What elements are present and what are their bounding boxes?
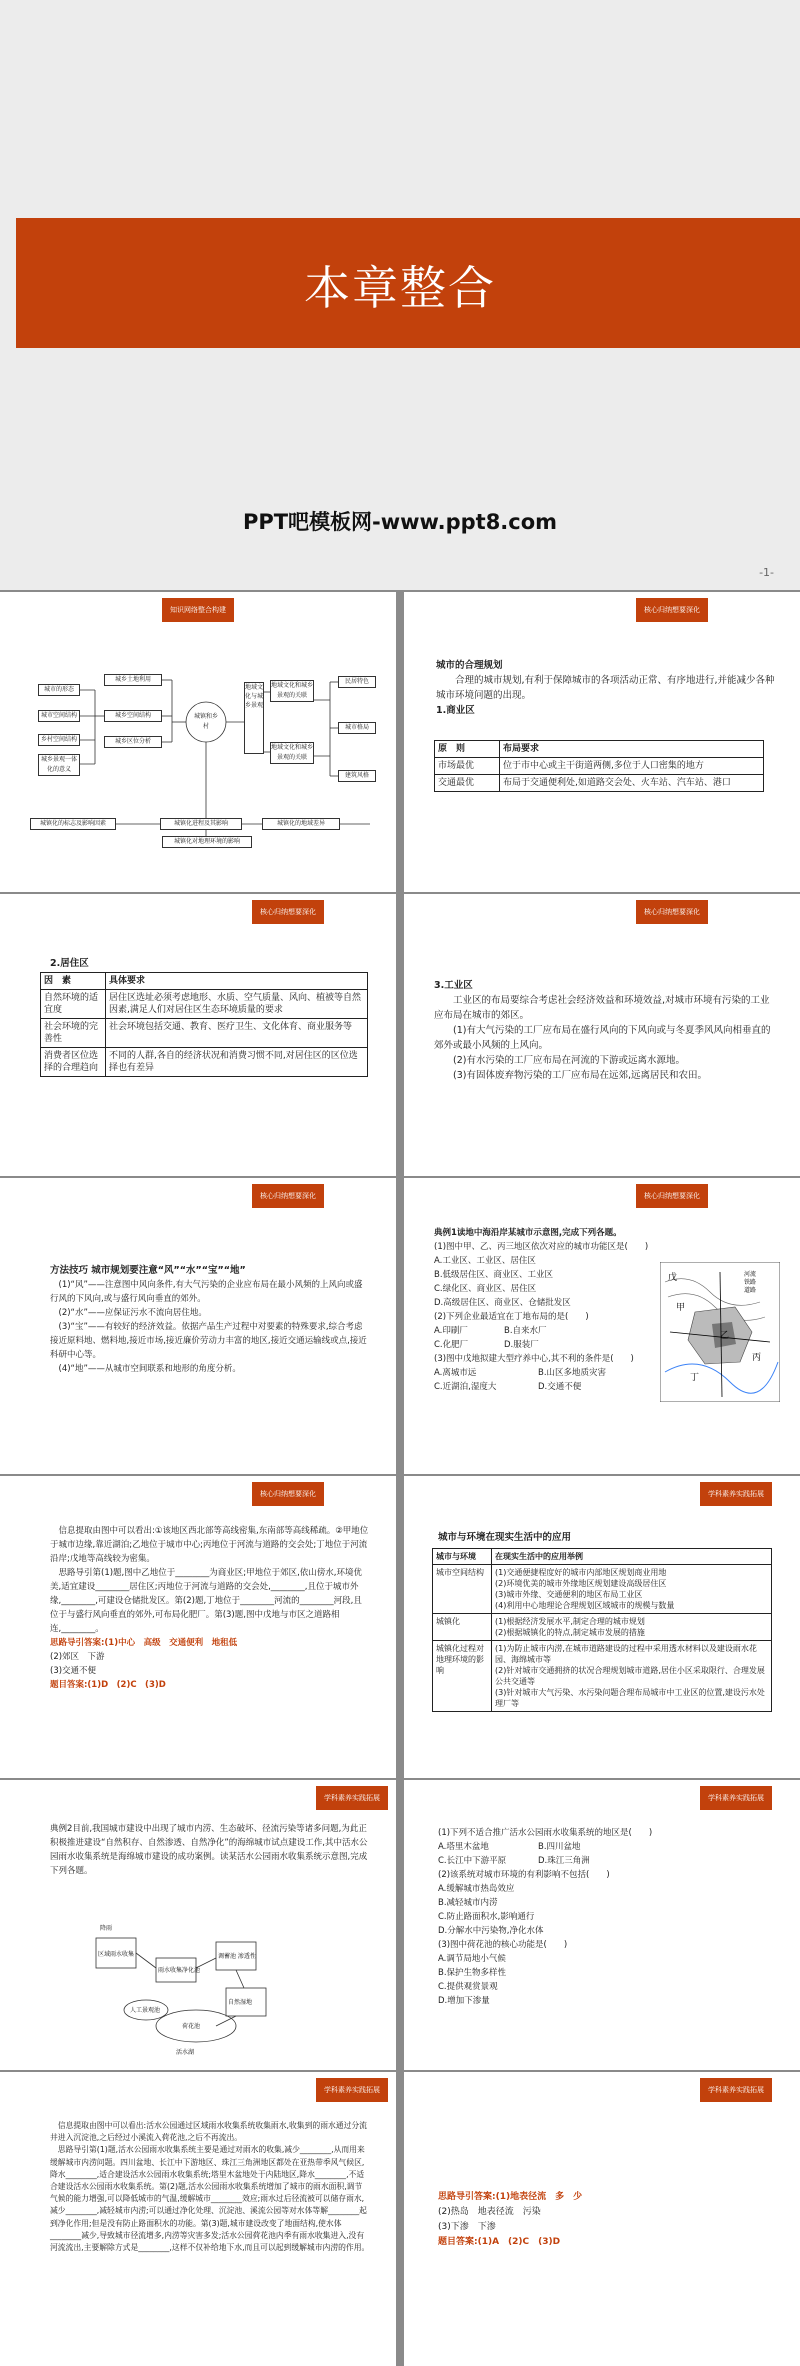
th: 布局要求 bbox=[500, 741, 764, 758]
rain-system-diagram bbox=[86, 1918, 296, 2058]
cell: 位于市中心或主干街道两侧,多位于人口密集的地方 bbox=[500, 758, 764, 775]
paragraph: 工业区的布局要综合考虑社会经济效益和环境效益,对城市环境有污染的工业应布局在城市的郊区。 bbox=[434, 995, 770, 1021]
option: D.增加下渗量 bbox=[438, 1996, 490, 2006]
example1-text bbox=[434, 1226, 654, 1394]
guide-answer: (2)郊区 下游 bbox=[50, 1652, 105, 1662]
cell: (1)交通便捷程度好的城市内部地区规划商业用地 (2)环境优美的城市外缘地区规划建设高级居住区 (3)城市外缘、交通便利的地区布局工业区 (4)利用中心地理论合理规划区域城市的规模与数量 bbox=[492, 1565, 772, 1614]
node-left-4: 城乡景观一体化的意义 bbox=[38, 754, 80, 776]
slide-industrial bbox=[404, 894, 800, 1176]
node-left-2: 城市空间结构 bbox=[38, 710, 80, 722]
cell: 消费者区位选择的合理趋向 bbox=[41, 1048, 106, 1077]
option: C.绿化区、商业区、居住区 bbox=[434, 1284, 537, 1294]
option: C.化肥厂 bbox=[434, 1340, 469, 1350]
tag-knowledge: 知识网络整合构建 bbox=[162, 598, 234, 622]
question: (2)下列企业最适宜在丁地布局的是( ) bbox=[434, 1312, 589, 1322]
cover-site: PPT吧模板网-www.ppt8.com bbox=[242, 510, 558, 534]
section-title: 2.居住区 bbox=[50, 958, 89, 969]
option: B.保护生物多样性 bbox=[438, 1968, 507, 1978]
tag-core: 核心归纳想要深化 bbox=[636, 598, 708, 622]
option: B.四川盆地 bbox=[538, 1842, 581, 1852]
slide-method bbox=[0, 1178, 396, 1474]
cell: 社会环境包括交通、教育、医疗卫生、文化体育、商业服务等 bbox=[106, 1019, 368, 1048]
example2-questions bbox=[438, 1826, 768, 2008]
option: A.离城市远 bbox=[434, 1368, 477, 1378]
node-left-3: 乡村空间结构 bbox=[38, 734, 80, 746]
diagram-label: 人工景观池 bbox=[130, 2007, 161, 2014]
node-bottom-4: 城镇化对地理环境的影响 bbox=[162, 836, 252, 848]
map-label: 乙 bbox=[720, 1331, 730, 1341]
cell: 自然环境的适宜度 bbox=[41, 990, 106, 1019]
slide-commercial bbox=[404, 592, 800, 892]
option: A.塔里木盆地 bbox=[438, 1842, 489, 1852]
option: D.交通不便 bbox=[538, 1382, 582, 1392]
cell: (1)根据经济发展水平,制定合理的城市规划 (2)根据城镇化的特点,制定城市发展的措施 bbox=[492, 1614, 772, 1641]
option: C.长江中下游平原 bbox=[438, 1856, 507, 1866]
diagram-label: 活水湖 bbox=[176, 2049, 195, 2056]
tag-sub: 学科素养实践拓展 bbox=[316, 1786, 388, 1810]
map-label: 丙 bbox=[752, 1353, 762, 1363]
commercial-text bbox=[436, 658, 776, 718]
node-rmid-2: 地域文化和城乡景观的关联 bbox=[270, 680, 314, 702]
guide-answer: (3)下渗 下渗 bbox=[438, 2222, 496, 2232]
tag-sub: 学科素养实践拓展 bbox=[700, 1482, 772, 1506]
cell: 交通最优 bbox=[435, 775, 500, 792]
tag-sub: 学科素养实践拓展 bbox=[700, 2078, 772, 2102]
option: B.低级居住区、商业区、工业区 bbox=[434, 1270, 554, 1280]
option: A.调节局地小气候 bbox=[438, 1954, 506, 1964]
thinking-guide: 思路导引第(1)题,活水公园雨水收集系统主要是通过对雨水的收集,减少________,从而用来缓解城市内涝问题。四川盆地、长江中下游地区、珠江三角洲地区都处在亚热带季风气候区,降水________,适合建设活水公园雨水收集系统;塔里木盆地处于内陆地区,降水________,不适合建设活水公园雨水收集系统。第(2)题,活水公园雨水收集系统增加了城市的雨水面积,调节气候的能力增强,可以降低城市的气温,缓解城市________效应;雨水过后径流被可以储存雨水,减少________,减轻城市内涝;可以通过净化处理、沉淀池、溪流公园等对水体等解________起到净化作用;但是没有防止路面积水的功能。第(3)题,城市建设改变了地面结构,使水体________减少,导致城市径流增多,内涝等灾害多发;活水公园荷花池内季有雨水收集进入,没有河流流出,主要解除方式是________,这样不仅补给地下水,而且可以起到缓解城市内涝的作用。 bbox=[50, 2145, 370, 2253]
diagram-label: 区域雨水收集 bbox=[98, 1951, 135, 1958]
intro: 合理的城市规划,有利于保障城市的各项活动正常、有序地进行,并能减少各种城市环境问题的出现。 bbox=[436, 675, 775, 701]
node-mid-1: 城乡土地利用 bbox=[104, 674, 162, 686]
city-map bbox=[660, 1262, 780, 1402]
option: D.分解水中污染物,净化水体 bbox=[438, 1926, 544, 1936]
tag-core: 核心归纳想要深化 bbox=[252, 1482, 324, 1506]
diagram-label: 自然湿地 bbox=[228, 1999, 253, 2006]
page-number: -1- bbox=[759, 566, 774, 579]
option: A.工业区、工业区、居住区 bbox=[434, 1256, 536, 1266]
city-environment-table bbox=[432, 1548, 772, 1712]
section-title: 1.商业区 bbox=[436, 705, 475, 716]
slide-example2-analysis bbox=[0, 2072, 396, 2366]
slide-residential bbox=[0, 894, 396, 1176]
th: 因 素 bbox=[41, 973, 106, 990]
slide-example2-questions bbox=[404, 1780, 800, 2070]
node-right-3: 建筑风格 bbox=[338, 770, 376, 782]
method-title: 方法技巧 城市规划要注意“风”“水”“宝”“地” bbox=[50, 1265, 246, 1276]
slide-example1-analysis bbox=[0, 1476, 396, 1778]
item: (2)“水”——应保证污水不流向居住地。 bbox=[58, 1308, 207, 1318]
cell: 城镇化 bbox=[433, 1614, 492, 1641]
cover-title: 本章整合 bbox=[304, 261, 496, 315]
cell: 城镇化过程对地理环境的影响 bbox=[433, 1641, 492, 1712]
cell: 城市空间结构 bbox=[433, 1565, 492, 1614]
diagram-label: 调蓄池 渗透性 bbox=[218, 1953, 256, 1960]
diagram-label: 降雨 bbox=[100, 1925, 113, 1932]
option: D.服装厂 bbox=[504, 1340, 539, 1350]
node-bottom-2: 城镇化进程及其影响 bbox=[160, 818, 242, 830]
map-label: 甲 bbox=[676, 1303, 686, 1313]
heading: 城市的合理规划 bbox=[436, 660, 503, 671]
cell: 不同的人群,各自的经济状况和消费习惯不同,对居住区的区位选择也有差异 bbox=[106, 1048, 368, 1077]
question: (1)图中甲、乙、丙三地区依次对应的城市功能区是( ) bbox=[434, 1242, 649, 1252]
legend-label: 道路 bbox=[744, 1287, 757, 1294]
cell: 居住区选址必须考虑地形、水质、空气质量、风向、植被等自然因素,满足人们对居住区生态环境质量的要求 bbox=[106, 990, 368, 1019]
example-title: 典例1读地中海沿岸某城市示意图,完成下列各题。 bbox=[434, 1228, 622, 1238]
diagram-label: 荷花池 bbox=[182, 2023, 201, 2030]
info-extract: 信息提取由图中可以看出:活水公园通过区域雨水收集系统收集雨水,收集到的雨水通过分流井进入沉淀池,之后经过小溪流入荷花池,之后不再流出。 bbox=[50, 2121, 367, 2143]
cover-slide bbox=[0, 0, 800, 590]
cell: 社会环境的完善性 bbox=[41, 1019, 106, 1048]
legend-label: 河流 bbox=[744, 1271, 757, 1278]
item: (4)“地”——从城市空间联系和地形的角度分析。 bbox=[58, 1364, 241, 1374]
option: C.防止路面积水,影响通行 bbox=[438, 1912, 535, 1922]
option: C.近湖泊,湿度大 bbox=[434, 1382, 497, 1392]
option: A.缓解城市热岛效应 bbox=[438, 1884, 515, 1894]
th: 具体要求 bbox=[106, 973, 368, 990]
example2-title: 典例2目前,我国城市建设中出现了城市内涝、生态破坏、径流污染等诸多问题,为此正积极推进建设“自然积存、自然渗透、自然净化”的海绵城市试点建设工作,其中活水公园雨水收集系统是海绵城市建设的成功案例。读某活水公园雨水收集系统示意图,完成下列各题。 bbox=[50, 1824, 368, 1876]
item: (3)“宝”——有较好的经济效益。依据产品生产过程中对要素的特殊要求,综合考虑接近原料地、燃料地,接近市场,接近廉价劳动力丰富的地区,接近交通运输线或点,接近科研中心等。 bbox=[50, 1322, 367, 1360]
node-rmid-3: 地域文化和城乡景观的关联 bbox=[270, 742, 314, 764]
th: 城市与环境 bbox=[433, 1549, 492, 1565]
legend-label: 铁路 bbox=[744, 1279, 757, 1286]
tag-core: 核心归纳想要深化 bbox=[636, 1184, 708, 1208]
answer-key: 题目答案:(1)D (2)C (3)D bbox=[50, 1680, 166, 1690]
node-rmid-1: 地域文化与城乡景观 bbox=[244, 682, 264, 754]
th: 在现实生活中的应用举例 bbox=[492, 1549, 772, 1565]
slide-knowledge-map bbox=[0, 592, 396, 892]
guide-answer: 思路导引答案:(1)地表径流 多 少 bbox=[438, 2192, 583, 2202]
slide-city-environment bbox=[404, 1476, 800, 1778]
cell: 布局于交通便利处,如道路交会处、火车站、汽车站、港口 bbox=[500, 775, 764, 792]
map-label: 丁 bbox=[690, 1373, 700, 1383]
item: (1)有大气污染的工厂应布局在盛行风向的下风向或与冬夏季风风向相垂直的郊外或最小风频的上风向。 bbox=[434, 1025, 771, 1051]
question: (2)该系统对城市环境的有利影响不包括( ) bbox=[438, 1870, 610, 1880]
node-mid-2: 城乡空间结构 bbox=[104, 710, 162, 722]
node-mid-3: 城乡区位分析 bbox=[104, 736, 162, 748]
slide-example2 bbox=[0, 1780, 396, 2070]
item: (2)有水污染的工厂应布局在河流的下游或远离水源地。 bbox=[453, 1055, 685, 1066]
info-extract: 信息提取由图中可以看出:①该地区西北部等高线密集,东南部等高线稀疏。②甲地位于城市边缘,靠近湖泊;乙地位于城市中心;丙地位于河流与道路的交会处;丁地位于河流沿岸;戊地等高线较为密集。 bbox=[50, 1526, 369, 1564]
question: (3)图中荷花池的核心功能是( ) bbox=[438, 1940, 568, 1950]
thinking-guide: 思路导引第(1)题,图中乙地位于________为商业区;甲地位于郊区,依山傍水,环境优美,适宜建设________居住区;丙地位于河流与道路的交会处,________,且位于城市外缘,________,可建设仓储批发区。第(2)题,丁地位于________河流的________河段,且位于与盛行风向垂直的郊外,可布局化肥厂。第(3)题,图中戊地与市区之道路相连,________。 bbox=[50, 1568, 363, 1634]
guide-answer: (2)热岛 地表径流 污染 bbox=[438, 2207, 541, 2217]
industrial-text bbox=[434, 978, 774, 1083]
method-text bbox=[50, 1264, 370, 1376]
th: 原 则 bbox=[435, 741, 500, 758]
item: (3)有固体废弃物污染的工厂应布局在远郊,远离居民和农田。 bbox=[453, 1070, 707, 1081]
tag-core: 核心归纳想要深化 bbox=[252, 900, 324, 924]
heading: 城市与环境在现实生活中的应用 bbox=[438, 1532, 572, 1543]
diagram-label: 雨水收集净化池 bbox=[158, 1967, 201, 1974]
question: (1)下列不适合推广活水公园雨水收集系统的地区是( ) bbox=[438, 1828, 653, 1838]
node-left-1: 城市的形态 bbox=[38, 684, 80, 696]
cell: (1)为防止城市内涝,在城市道路建设的过程中采用透水材料以及建设雨水花园、海绵城市等 (2)针对城市交通拥挤的状况合理规划城市道路,居住小区采取限行、合理发展公共交通等 (3)针对城市大气污染、水污染问题合理布局城市中工业区的位置,建设污水处理厂等 bbox=[492, 1641, 772, 1712]
tag-sub: 学科素养实践拓展 bbox=[316, 2078, 388, 2102]
example2-answers bbox=[438, 2190, 768, 2250]
residential-table bbox=[40, 972, 368, 1077]
node-bottom-1: 城镇化的标志及影响因素 bbox=[30, 818, 116, 830]
slide-example2-answers bbox=[404, 2072, 800, 2366]
answer-key: 题目答案:(1)A (2)C (3)D bbox=[438, 2237, 561, 2247]
slide-example1 bbox=[404, 1178, 800, 1474]
option: B.自来水厂 bbox=[504, 1326, 547, 1336]
tag-core: 核心归纳想要深化 bbox=[252, 1184, 324, 1208]
item: (1)“风”——注意图中风向条件,有大气污染的企业应布局在最小风频的上风向或盛行风的下风向,或与盛行风向垂直的郊外。 bbox=[50, 1280, 363, 1304]
option: A.印刷厂 bbox=[434, 1326, 468, 1336]
tag-core: 核心归纳想要深化 bbox=[636, 900, 708, 924]
node-right-1: 民居特色 bbox=[338, 676, 376, 688]
option: D.珠江三角洲 bbox=[538, 1856, 590, 1866]
cell: 市场最优 bbox=[435, 758, 500, 775]
commercial-table bbox=[434, 740, 764, 792]
analysis-text bbox=[50, 1524, 370, 1692]
option: D.高级居住区、商业区、仓储批发区 bbox=[434, 1298, 571, 1308]
center-node: 城镇和乡村 bbox=[193, 713, 218, 730]
example2-analysis bbox=[50, 2120, 370, 2254]
map-label: 戊 bbox=[668, 1273, 678, 1283]
option: B.减轻城市内涝 bbox=[438, 1898, 498, 1908]
option: B.山区多地质灾害 bbox=[538, 1368, 607, 1378]
guide-answer: (3)交通不便 bbox=[50, 1666, 97, 1676]
node-right-2: 城市格局 bbox=[338, 722, 376, 734]
tag-sub: 学科素养实践拓展 bbox=[700, 1786, 772, 1810]
node-bottom-3: 城镇化的地域差异 bbox=[262, 818, 340, 830]
question: (3)图中戊地拟建大型疗养中心,其不利的条件是( ) bbox=[434, 1354, 634, 1364]
section-title: 3.工业区 bbox=[434, 980, 473, 991]
guide-answer: 思路导引答案:(1)中心 高级 交通便利 地租低 bbox=[50, 1638, 238, 1648]
option: C.提供观赏景观 bbox=[438, 1982, 498, 1992]
